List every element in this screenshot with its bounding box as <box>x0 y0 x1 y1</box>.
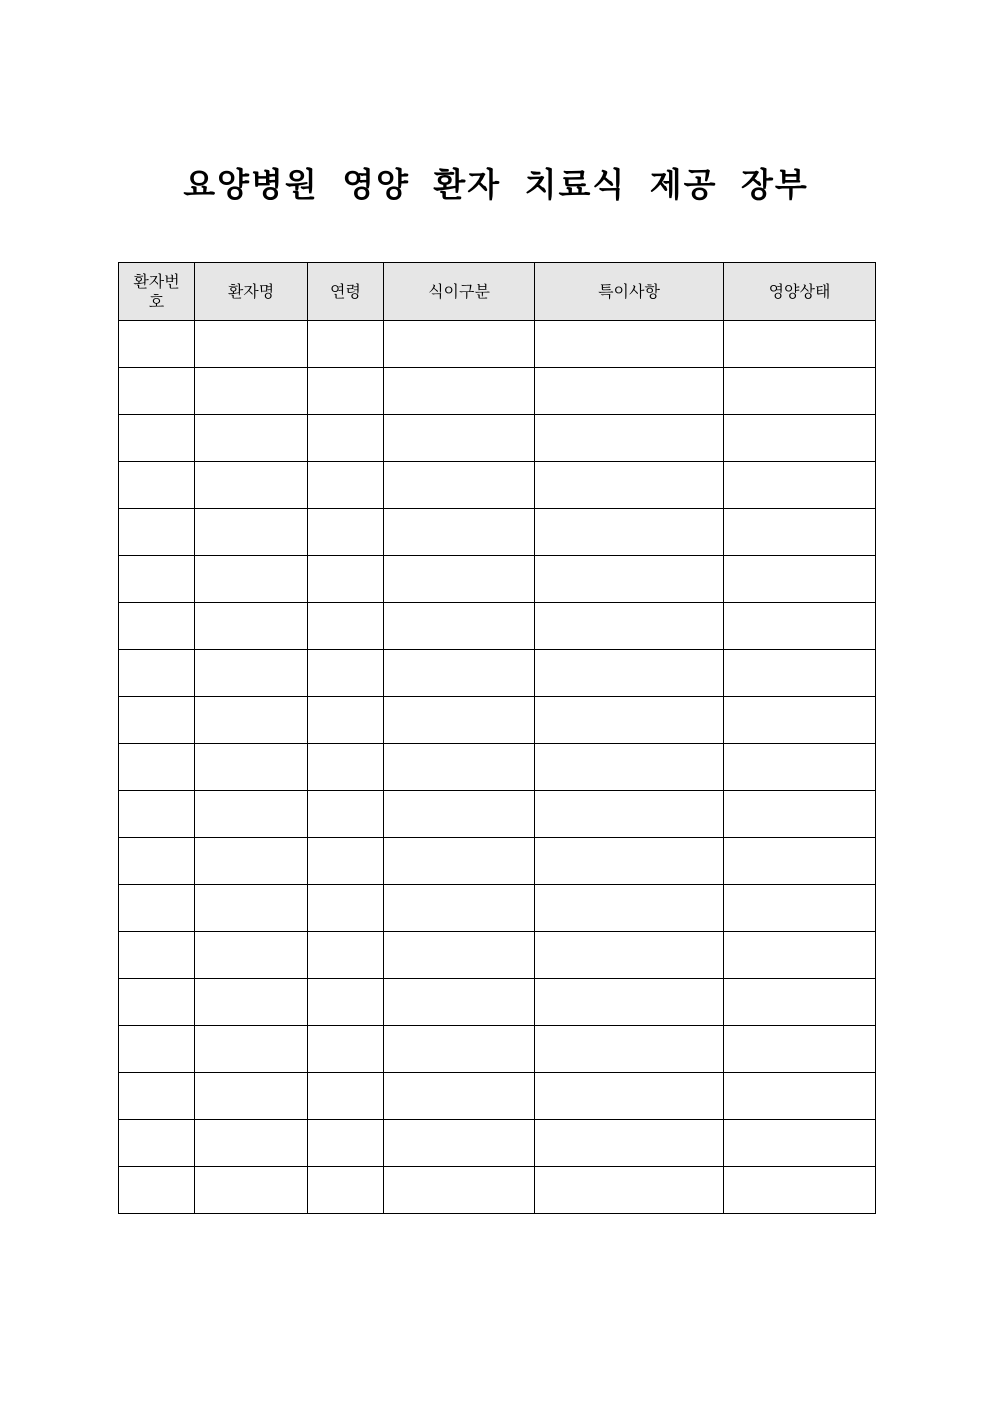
nutrition-status-cell[interactable] <box>724 462 876 509</box>
age-cell[interactable] <box>308 650 384 697</box>
table-row <box>119 885 876 932</box>
patient-number-cell[interactable] <box>119 603 195 650</box>
patient-name-cell[interactable] <box>195 650 308 697</box>
patient-name-cell[interactable] <box>195 509 308 556</box>
header-diet-type: 식이구분 <box>384 263 535 321</box>
header-special-notes: 특이사항 <box>535 263 724 321</box>
diet-type-cell[interactable] <box>384 744 535 791</box>
patient-number-cell[interactable] <box>119 885 195 932</box>
patient-number-cell[interactable] <box>119 556 195 603</box>
nutrition-status-cell[interactable] <box>724 838 876 885</box>
age-cell[interactable] <box>308 1120 384 1167</box>
age-cell[interactable] <box>308 885 384 932</box>
special-notes-cell[interactable] <box>535 838 724 885</box>
nutrition-status-cell[interactable] <box>724 368 876 415</box>
age-cell[interactable] <box>308 462 384 509</box>
special-notes-cell[interactable] <box>535 509 724 556</box>
diet-type-cell[interactable] <box>384 603 535 650</box>
special-notes-cell[interactable] <box>535 1026 724 1073</box>
patient-name-cell[interactable] <box>195 321 308 368</box>
patient-name-cell[interactable] <box>195 838 308 885</box>
patient-name-cell[interactable] <box>195 1167 308 1214</box>
diet-type-cell[interactable] <box>384 321 535 368</box>
patient-number-cell[interactable] <box>119 791 195 838</box>
special-notes-cell[interactable] <box>535 791 724 838</box>
patient-name-cell[interactable] <box>195 556 308 603</box>
patient-number-cell[interactable] <box>119 1120 195 1167</box>
patient-number-cell[interactable] <box>119 321 195 368</box>
diet-type-cell[interactable] <box>384 885 535 932</box>
diet-type-cell[interactable] <box>384 1167 535 1214</box>
nutrition-status-cell[interactable] <box>724 321 876 368</box>
nutrition-status-cell[interactable] <box>724 1120 876 1167</box>
special-notes-cell[interactable] <box>535 979 724 1026</box>
table-row <box>119 321 876 368</box>
patient-name-cell[interactable] <box>195 932 308 979</box>
age-cell[interactable] <box>308 603 384 650</box>
age-cell[interactable] <box>308 838 384 885</box>
patient-name-cell[interactable] <box>195 368 308 415</box>
header-patient-number: 환자번호 <box>119 263 195 321</box>
table-row <box>119 791 876 838</box>
table-row <box>119 932 876 979</box>
patient-number-cell[interactable] <box>119 1026 195 1073</box>
special-notes-cell[interactable] <box>535 932 724 979</box>
patient-number-cell[interactable] <box>119 932 195 979</box>
nutrition-status-cell[interactable] <box>724 744 876 791</box>
special-notes-cell[interactable] <box>535 462 724 509</box>
table-body <box>119 321 876 1214</box>
diet-type-cell[interactable] <box>384 462 535 509</box>
patient-name-cell[interactable] <box>195 462 308 509</box>
diet-type-cell[interactable] <box>384 838 535 885</box>
nutrition-status-cell[interactable] <box>724 1026 876 1073</box>
table-row <box>119 979 876 1026</box>
special-notes-cell[interactable] <box>535 697 724 744</box>
patient-number-cell[interactable] <box>119 415 195 462</box>
special-notes-cell[interactable] <box>535 1120 724 1167</box>
age-cell[interactable] <box>308 1026 384 1073</box>
table-row <box>119 1167 876 1214</box>
table-row <box>119 556 876 603</box>
diet-type-cell[interactable] <box>384 556 535 603</box>
patient-number-cell[interactable] <box>119 697 195 744</box>
nutrition-status-cell[interactable] <box>724 415 876 462</box>
diet-type-cell[interactable] <box>384 368 535 415</box>
patient-name-cell[interactable] <box>195 697 308 744</box>
diet-type-cell[interactable] <box>384 509 535 556</box>
nutrition-status-cell[interactable] <box>724 885 876 932</box>
age-cell[interactable] <box>308 744 384 791</box>
nutrition-status-cell[interactable] <box>724 1073 876 1120</box>
diet-type-cell[interactable] <box>384 415 535 462</box>
diet-type-cell[interactable] <box>384 1026 535 1073</box>
header-age: 연령 <box>308 263 384 321</box>
table-row <box>119 603 876 650</box>
patient-number-cell[interactable] <box>119 1167 195 1214</box>
special-notes-cell[interactable] <box>535 556 724 603</box>
table-row <box>119 1073 876 1120</box>
patient-number-cell[interactable] <box>119 838 195 885</box>
patient-name-cell[interactable] <box>195 1026 308 1073</box>
age-cell[interactable] <box>308 368 384 415</box>
table-row <box>119 368 876 415</box>
patient-number-cell[interactable] <box>119 509 195 556</box>
patient-number-cell[interactable] <box>119 462 195 509</box>
age-cell[interactable] <box>308 979 384 1026</box>
patient-name-cell[interactable] <box>195 885 308 932</box>
diet-type-cell[interactable] <box>384 979 535 1026</box>
age-cell[interactable] <box>308 932 384 979</box>
nutrition-status-cell[interactable] <box>724 791 876 838</box>
patient-name-cell[interactable] <box>195 791 308 838</box>
patient-number-cell[interactable] <box>119 979 195 1026</box>
table-row <box>119 415 876 462</box>
patient-meal-ledger-table <box>118 262 876 1214</box>
nutrition-status-cell[interactable] <box>724 603 876 650</box>
diet-type-cell[interactable] <box>384 932 535 979</box>
table-header-row <box>119 263 876 321</box>
patient-name-cell[interactable] <box>195 979 308 1026</box>
diet-type-cell[interactable] <box>384 791 535 838</box>
patient-name-cell[interactable] <box>195 1120 308 1167</box>
age-cell[interactable] <box>308 415 384 462</box>
header-patient-name: 환자명 <box>195 263 308 321</box>
nutrition-status-cell[interactable] <box>724 932 876 979</box>
special-notes-cell[interactable] <box>535 321 724 368</box>
special-notes-cell[interactable] <box>535 885 724 932</box>
special-notes-cell[interactable] <box>535 650 724 697</box>
diet-type-cell[interactable] <box>384 1120 535 1167</box>
age-cell[interactable] <box>308 556 384 603</box>
age-cell[interactable] <box>308 509 384 556</box>
table-row <box>119 1026 876 1073</box>
diet-type-cell[interactable] <box>384 650 535 697</box>
patient-number-cell[interactable] <box>119 650 195 697</box>
nutrition-status-cell[interactable] <box>724 1167 876 1214</box>
patient-number-cell[interactable] <box>119 744 195 791</box>
table-row <box>119 509 876 556</box>
table-row <box>119 744 876 791</box>
age-cell[interactable] <box>308 1073 384 1120</box>
nutrition-status-cell[interactable] <box>724 697 876 744</box>
table-row <box>119 838 876 885</box>
special-notes-cell[interactable] <box>535 1167 724 1214</box>
patient-number-cell[interactable] <box>119 368 195 415</box>
patient-name-cell[interactable] <box>195 744 308 791</box>
page-title: 요양병원 영양 환자 치료식 제공 장부 <box>183 165 809 204</box>
special-notes-cell[interactable] <box>535 368 724 415</box>
age-cell[interactable] <box>308 321 384 368</box>
special-notes-cell[interactable] <box>535 603 724 650</box>
table-row <box>119 650 876 697</box>
special-notes-cell[interactable] <box>535 1073 724 1120</box>
table-row <box>119 697 876 744</box>
special-notes-cell[interactable] <box>535 744 724 791</box>
age-cell[interactable] <box>308 1167 384 1214</box>
nutrition-status-cell[interactable] <box>724 979 876 1026</box>
age-cell[interactable] <box>308 697 384 744</box>
patient-name-cell[interactable] <box>195 603 308 650</box>
nutrition-status-cell[interactable] <box>724 556 876 603</box>
table-row <box>119 1120 876 1167</box>
table-row <box>119 462 876 509</box>
patient-number-cell[interactable] <box>119 1073 195 1120</box>
patient-name-cell[interactable] <box>195 415 308 462</box>
special-notes-cell[interactable] <box>535 415 724 462</box>
patient-name-cell[interactable] <box>195 1073 308 1120</box>
nutrition-status-cell[interactable] <box>724 509 876 556</box>
header-nutrition-status: 영양상태 <box>724 263 876 321</box>
age-cell[interactable] <box>308 791 384 838</box>
nutrition-status-cell[interactable] <box>724 650 876 697</box>
diet-type-cell[interactable] <box>384 1073 535 1120</box>
diet-type-cell[interactable] <box>384 697 535 744</box>
